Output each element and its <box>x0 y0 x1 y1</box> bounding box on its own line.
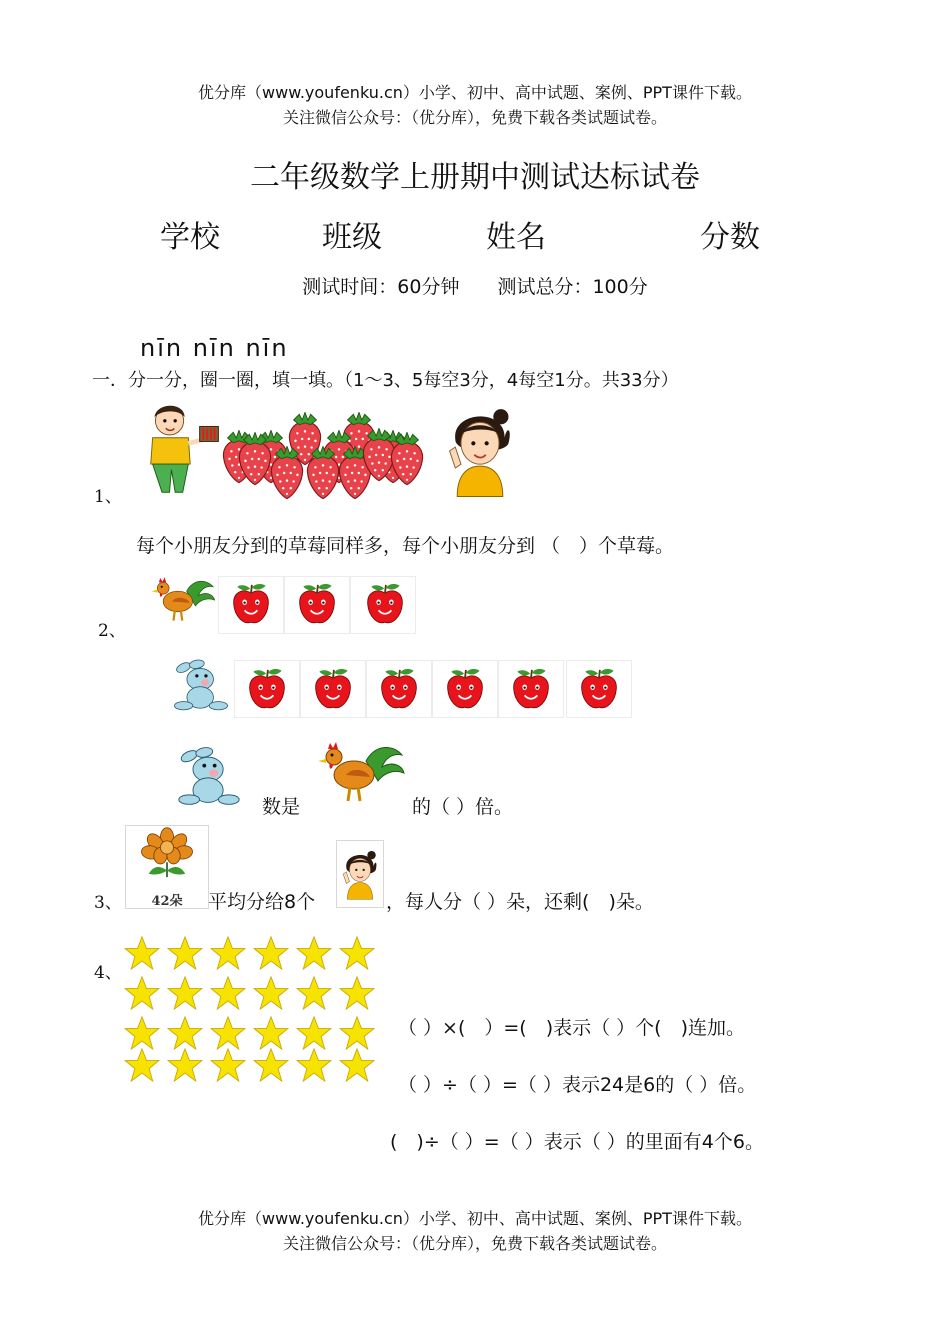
star-icon <box>253 1048 289 1082</box>
apple-icon <box>297 582 337 626</box>
q4-line-1: （ ）×( ）=( )表示（ ）个( )连加。 <box>398 1017 745 1039</box>
star-icon <box>296 976 332 1010</box>
star-icon <box>339 1016 375 1050</box>
star-icon <box>296 1048 332 1082</box>
girl-picture <box>336 840 384 908</box>
apple-cell <box>498 660 564 718</box>
section-heading: 一．分一分，圈一圈，填一填。（1～3、5每空3分，4每空1分。共33分） <box>92 370 679 391</box>
q2-label: 2、 <box>98 621 126 641</box>
star-icon <box>253 1016 289 1050</box>
apple-icon <box>247 667 287 711</box>
star-icon <box>167 1048 203 1082</box>
star-icon <box>167 1016 203 1050</box>
strawberry-icon <box>236 432 274 486</box>
star-icon <box>124 936 160 970</box>
apple-icon <box>511 667 551 711</box>
strawberry-icon <box>388 432 426 486</box>
apple-icon <box>445 667 485 711</box>
flower-picture <box>125 825 209 909</box>
star-icon <box>167 936 203 970</box>
boy-icon <box>132 402 224 496</box>
strawberry-group <box>220 410 420 502</box>
rooster-icon <box>150 570 216 630</box>
star-icon <box>339 1048 375 1082</box>
star-icon <box>210 1016 246 1050</box>
pinyin-line: nīn nīn nīn <box>140 334 289 362</box>
star-icon <box>253 976 289 1010</box>
name-label: 姓名 <box>486 220 546 255</box>
q4-label: 4、 <box>94 963 122 983</box>
q4-line-3: ( )÷（ ）=（ ）表示（ ）的里面有4个6。 <box>390 1131 764 1153</box>
star-icon <box>296 936 332 970</box>
q3-text-mid: 平均分给8个 <box>208 891 316 913</box>
q3-label: 3、 <box>94 893 122 913</box>
apple-cell <box>566 660 632 718</box>
q2-text-mid: 数是 <box>262 796 301 818</box>
q1-label: 1、 <box>94 487 122 507</box>
apple-cell <box>432 660 498 718</box>
apple-cell <box>366 660 432 718</box>
apple-icon <box>313 667 353 711</box>
apple-icon <box>365 582 405 626</box>
girl-icon <box>442 400 518 498</box>
apple-cell <box>234 660 300 718</box>
star-icon <box>167 976 203 1010</box>
star-icon <box>253 936 289 970</box>
test-info: 测试时间：60分钟 测试总分：100分 <box>302 276 648 298</box>
star-grid <box>124 936 380 1086</box>
girl-icon <box>339 843 381 903</box>
class-label: 班级 <box>322 220 382 255</box>
score-label: 分数 <box>700 220 760 255</box>
star-icon <box>124 976 160 1010</box>
rooster-icon <box>316 740 406 806</box>
q1-text: 每个小朋友分到的草莓同样多，每个小朋友分到 （ ）个草莓。 <box>136 535 675 557</box>
chrysanthemum-icon <box>130 826 204 892</box>
star-icon <box>124 1048 160 1082</box>
page-title: 二年级数学上册期中测试达标试卷 <box>250 160 700 195</box>
star-icon <box>210 1048 246 1082</box>
rabbit-icon <box>176 740 242 812</box>
header-line-1: 优分库（www.youfenku.cn）小学、初中、高中试题、案例、PPT课件下载。 <box>198 83 752 102</box>
apple-cell <box>350 576 416 634</box>
apple-icon <box>379 667 419 711</box>
star-icon <box>339 936 375 970</box>
apple-cell <box>284 576 350 634</box>
apple-cell <box>218 576 284 634</box>
rabbit-icon <box>172 652 230 718</box>
apple-icon <box>579 667 619 711</box>
footer-line-2: 关注微信公众号：（优分库），免费下载各类试题试卷。 <box>282 1234 667 1253</box>
q2-text-end: 的（ ）倍。 <box>412 796 514 818</box>
footer-line-1: 优分库（www.youfenku.cn）小学、初中、高中试题、案例、PPT课件下载。 <box>198 1209 752 1228</box>
apple-cell <box>300 660 366 718</box>
apple-icon <box>231 582 271 626</box>
q4-line-2: （ ）÷（ ）=（ ）表示24是6的（ ）倍。 <box>398 1074 757 1096</box>
school-label: 学校 <box>160 220 220 255</box>
star-icon <box>124 1016 160 1050</box>
star-icon <box>210 936 246 970</box>
star-icon <box>210 976 246 1010</box>
header-line-2: 关注微信公众号：（优分库），免费下载各类试题试卷。 <box>282 108 667 127</box>
star-icon <box>339 976 375 1010</box>
star-icon <box>296 1016 332 1050</box>
flower-count-label: 42朵 <box>151 894 183 909</box>
q3-text-end: ，每人分（ ）朵，还剩( )朵。 <box>386 891 654 913</box>
